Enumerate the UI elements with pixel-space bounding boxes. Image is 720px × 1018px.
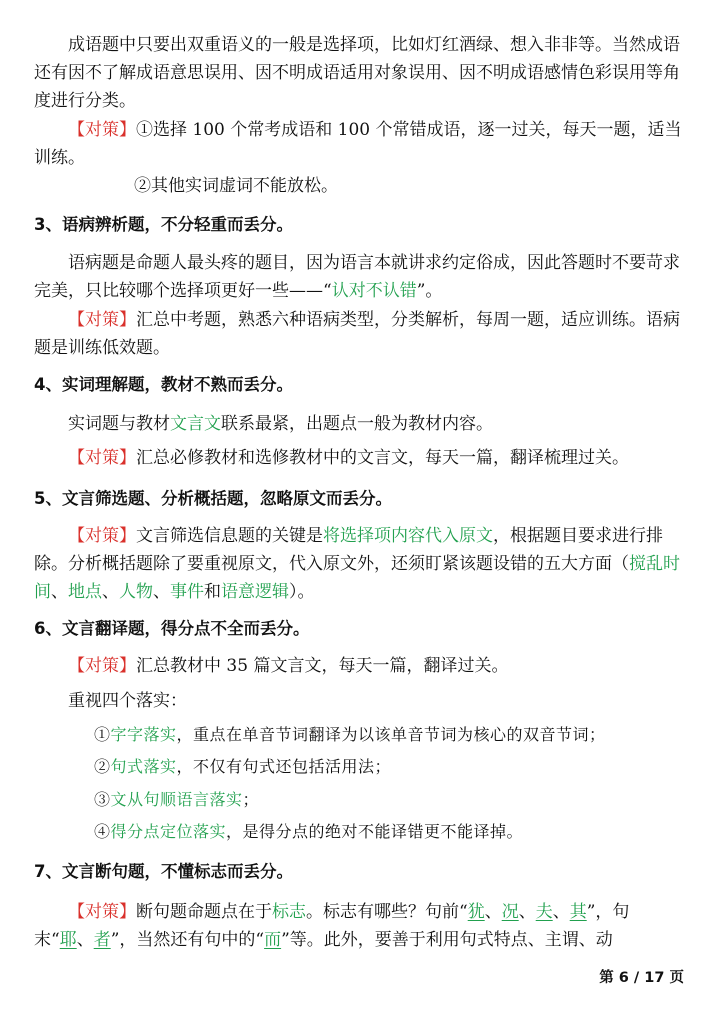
paragraph-strategy-translation [34,652,686,680]
marker-word: 其 [569,902,587,922]
section-heading-4 [34,372,686,398]
paragraph-text: 汇总教材中 35 篇文言文，每天一篇，翻译过关。 [136,656,509,676]
paragraph-text: ，根据题目要求进行排除。分析概括题除了要重视原文，代入原文外，还须盯紧该题设错的五大方面（ [34,526,663,574]
paragraph-text: ①选择 100 个常考成语和 100 个常错成语，逐一过关，每天一题，适当训练。 [34,120,682,168]
paragraph-text: 成语题中只要出双重语义的一般是选择项，比如灯红酒绿、想入非非等。当然成语还有因不了解成语意思误用、因不明成语适用对象误用、因不明成语感情色彩误用等角度进行分类。 [34,35,680,111]
keyword-highlight: 文从句顺语言落实 [110,790,243,809]
heading-text: 5、文言筛选题、分析概括题，忽略原文而丢分。 [34,489,392,508]
heading-text: 7、文言断句题，不懂标志而丢分。 [34,862,293,881]
list-item [34,753,686,781]
strategy-tag: 【对策】 [68,526,136,546]
marker-word: 耶 [59,930,77,950]
keyword-highlight: 地点 [68,582,102,602]
keyword-highlight: 标志 [272,902,306,922]
list-number: ④ [94,822,111,841]
list-text: ，不仅有句式还包括活用法； [176,757,392,776]
strategy-tag: 【对策】 [68,656,136,676]
keyword-highlight: 文言文 [170,414,221,434]
paragraph-strategy-idiom [34,116,686,172]
marker-word: 夫 [535,902,553,922]
paragraph-other-words [34,172,686,200]
paragraph-strategy-content-words [34,444,686,472]
strategy-tag: 【对策】 [68,902,136,922]
paragraph-text: ”，当然还有句中的“ [110,930,265,950]
paragraph-text: ”等。此外，要善于利用句式特点、主谓、动 [281,930,613,950]
heading-text: 3、语病辨析题，不分轻重而丢分。 [34,215,293,234]
paragraph-text: 联系最紧，出题点一般为教材内容。 [221,414,493,434]
paragraph-text: 文言筛选信息题的关键是 [136,526,323,546]
marker-word: 者 [93,930,111,950]
paragraph-strategy-grammar [34,306,686,362]
paragraph-idiom-intro [34,31,686,115]
paragraph-text: 语病题是命题人最头疼的题目，因为语言本就讲求约定俗成，因此答题时不要苛求完美，只比较哪个选择项更好一些——“ [34,253,680,301]
paragraph-content-words [34,410,686,438]
keyword-highlight: 字字落实 [110,725,177,744]
separator: 、 [484,902,502,922]
paragraph-text: ”，句末“ [34,902,630,950]
paragraph-grammar-intro [34,249,686,305]
paragraph-text: 汇总必修教材和选修教材中的文言文，每天一篇，翻译梳理过关。 [136,448,629,468]
keyword-highlight: 语意逻辑 [221,582,289,602]
keyword-highlight: 句式落实 [110,757,177,776]
separator: 、 [153,582,170,602]
separator: 和 [204,582,221,602]
keyword-highlight: 事件 [170,582,204,602]
heading-text: 4、实词理解题，教材不熟而丢分。 [34,375,293,394]
paragraph-text: 重视四个落实： [68,691,187,711]
separator: 、 [76,930,94,950]
list-text: ； [242,790,260,809]
section-heading-6 [34,616,686,642]
list-text: ，重点在单音节词翻译为以该单音节词为核心的双音节词； [176,725,606,744]
paragraph-four-points [34,687,686,715]
keyword-highlight: 搅乱时间 [34,554,680,602]
separator: 、 [102,582,119,602]
paragraph-text: 实词题与教材 [68,414,170,434]
paragraph-text: 断句题命题点在于 [136,902,272,922]
separator: 、 [518,902,536,922]
separator: 、 [552,902,570,922]
list-number: ③ [94,790,111,809]
strategy-tag: 【对策】 [68,120,136,140]
paragraph-text: 。标志有哪些？句前“ [306,902,468,922]
list-number: ② [94,757,111,776]
section-heading-7 [34,859,686,885]
keyword-highlight: 人物 [119,582,153,602]
page-number [599,966,684,987]
list-item [34,818,686,846]
strategy-tag: 【对策】 [68,448,136,468]
paragraph-text: ②其他实词虚词不能放松。 [134,176,338,196]
paragraph-strategy-punctuation [34,898,686,954]
page-number-text: 第 6 / 17 页 [599,970,684,986]
list-number: ① [94,725,111,744]
heading-text: 6、文言翻译题，得分点不全而丢分。 [34,619,310,638]
section-heading-5 [34,486,686,512]
marker-word: 而 [264,930,282,950]
paragraph-text: ”。 [416,281,443,301]
keyword-highlight: 将选择项内容代入原文 [323,526,493,546]
strategy-tag: 【对策】 [68,310,136,330]
paragraph-strategy-screening [34,522,686,606]
keyword-highlight: 认对不认错 [331,281,417,301]
marker-word: 况 [501,902,519,922]
section-heading-3 [34,212,686,238]
marker-word: 犹 [467,902,485,922]
paragraph-text: ）。 [289,582,315,602]
paragraph-text: 汇总中考题，熟悉六种语病类型，分类解析，每周一题，适应训练。语病题是训练低效题。 [34,310,680,358]
keyword-highlight: 得分点定位落实 [110,822,227,841]
list-item [34,721,686,749]
list-item [34,786,686,814]
separator: 、 [51,582,68,602]
list-text: ，是得分点的绝对不能译错更不能译掉。 [226,822,524,841]
